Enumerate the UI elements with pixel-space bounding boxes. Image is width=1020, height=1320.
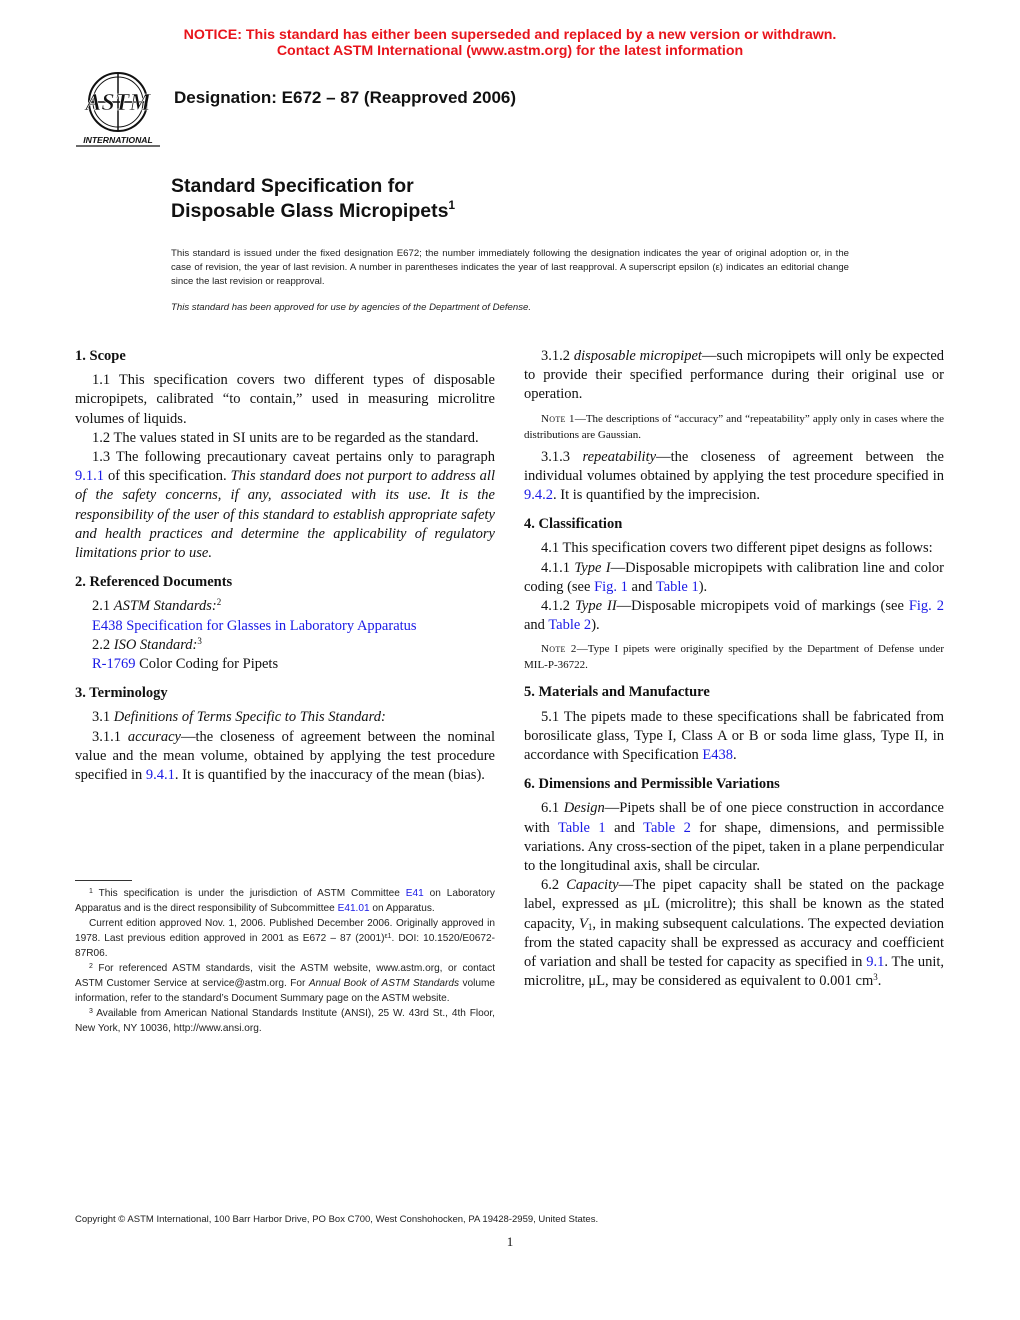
section-heading-refdocs: 2. Referenced Documents xyxy=(75,574,233,591)
para-6-1: 6.1 Design—Pipets shall be of one piece construction in accordance with Table 1 and Table 2 for shape, dimensions, and permissible variations. Any cross-section of the pipet, taken in a plane perpendicular to the longitudinal axis, shall be circular. xyxy=(524,800,945,875)
copyright-line: Copyright © ASTM International, 100 Barr Harbor Drive, PO Box C700, West Conshohocken, PA 19428-2959, United States. xyxy=(75,1214,599,1225)
para-3-1-1: 3.1.1 accuracy—the closeness of agreement between the nominal value and the mean volume, obtained by applying the test procedure specified in 9.4.1. It is quantified by the inaccuracy of the mean (bias). xyxy=(75,728,495,784)
designation: Designation: E672 – 87 (Reapproved 2006) xyxy=(174,88,517,107)
intro-dod: This standard has been approved for use by agencies of the Department of Defense. xyxy=(171,302,531,313)
link-table-1[interactable]: Table 1 xyxy=(655,578,699,595)
footnote-1: $^1$ This specification is under the jurisdiction of ASTM Committee E41 on Laboratory Apparatus and is the direct responsibility of Subcommittee E41.01 on Apparatus. xyxy=(75,888,495,914)
link-table-2-dim[interactable]: Table 2 xyxy=(643,819,691,836)
intro-issued: This standard is issued under the fixed designation E672; the number immediately following the designation indicates the year of original adoption or, in the case of revision, the year of last revision. A number in parentheses indicates the year of last reapproval. A superscript epsilon (ε) indicates an editorial change since the last revision or reapproval. xyxy=(171,248,849,288)
para-2-1: 2.1 ASTM Standards:$^2$ xyxy=(92,597,222,615)
para-4-1: 4.1 This specification covers two different pipet designs as follows: xyxy=(541,540,933,557)
link-e438-spec[interactable]: E438 xyxy=(702,747,733,764)
para-1-1: 1.1 This specification covers two different types of disposable micropipets, calibrated “to contain,” used in measuring microlitre volumes of liquids. xyxy=(75,372,495,427)
para-3-1-3: 3.1.3 repeatability—the closeness of agreement between the individual volumes obtained by applying the test procedure specified in 9.4.2. It is quantified by the imprecision. xyxy=(524,448,944,504)
astm-logo xyxy=(74,72,162,150)
link-table-2[interactable]: Table 2 xyxy=(548,617,592,634)
astm-logo-icon xyxy=(74,72,162,150)
logo-label: INTERNATIONAL xyxy=(83,135,153,145)
link-fig-2[interactable]: Fig. 2 xyxy=(908,598,944,615)
right-column xyxy=(524,347,944,991)
left-column xyxy=(75,347,495,785)
para-3-1-2: 3.1.2 disposable micropipet—such micropipets will only be expected to provide their specified performance during their original use or operation. xyxy=(524,348,945,403)
title-line-1: Standard Specification for xyxy=(171,175,414,197)
footnote-1-edition: Current edition approved Nov. 1, 2006. Published December 2006. Originally approved in 1978. Last previous edition approved in 2001 as E672 – 87 $(2001)^{\varepsilon 1}$. DOI: 10.1520/E0672-87R06. xyxy=(75,918,495,959)
link-fig-1[interactable]: Fig. 1 xyxy=(594,578,628,595)
document-title xyxy=(171,174,455,224)
para-4-1-2: 4.1.2 Type II—Disposable micropipets void of markings (see Fig. 2 and Table 2). xyxy=(524,598,944,634)
notice-banner xyxy=(0,27,1020,59)
section-heading-classification: 4. Classification xyxy=(524,516,623,533)
link-e41[interactable]: E41 xyxy=(405,888,424,899)
section-heading-terminology: 3. Terminology xyxy=(75,685,168,702)
title-footnote-ref[interactable]: 1 xyxy=(448,198,456,212)
note-1: Note 1—The descriptions of “accuracy” and “repeatability” apply only in cases where the distributions are Gaussian. xyxy=(524,412,945,441)
title-line-2: Disposable Glass Micropipets$^1$ xyxy=(171,198,456,222)
para-2-2: 2.2 ISO Standard:$^3$ xyxy=(92,635,202,653)
note-2: Note 2—Type I pipets were originally specified by the Department of Defense under MIL-P-36722. xyxy=(524,643,944,672)
logo-letters: ASTM xyxy=(85,90,151,116)
link-9-1[interactable]: 9.1 xyxy=(866,954,885,971)
section-heading-dimensions: 6. Dimensions and Permissible Variations xyxy=(524,776,780,793)
footnote-rule xyxy=(75,880,132,881)
para-4-1-1: 4.1.1 Type I—Disposable micropipets with calibration line and color coding (see Fig. 1 and Table 1). xyxy=(524,559,944,595)
para-1-3: 1.3 The following precautionary caveat pertains only to paragraph 9.1.1 of this specification. This standard does not purport to address all of the safety concerns, if any, associated with its use. It is the responsibility of the user of this standard to establish appropriate safety and health practices and determine the applicability of regulatory limitations prior to use. xyxy=(75,449,495,562)
footnote-2: $^2$ For referenced ASTM standards, visit the ASTM website, www.astm.org, or contact ASTM Customer Service at service@astm.org. For Annual Book of ASTM Standards volume information, refer to the standard’s Document Summary page on the ASTM website. xyxy=(75,963,495,1004)
link-e438-title[interactable]: Specification for Glasses in Laboratory Apparatus xyxy=(126,617,417,634)
notice-line-1: NOTICE: This standard has either been superseded and replaced by a new version or withdrawn. xyxy=(183,27,837,43)
para-3-1: 3.1 Definitions of Terms Specific to This Standard: xyxy=(92,709,386,726)
link-e438[interactable]: E438 xyxy=(92,617,123,634)
link-table-1-dim[interactable]: Table 1 xyxy=(557,819,606,836)
link-e41-01[interactable]: E41.01 xyxy=(337,903,370,914)
link-9-1-1[interactable]: 9.1.1 xyxy=(75,468,104,485)
para-5-1: 5.1 The pipets made to these specifications shall be fabricated from borosilicate glass, Type I, Class A or B or soda lime glass, Type II, in accordance with Specification E438. xyxy=(524,708,944,764)
ref-e438 xyxy=(75,617,495,636)
notice-line-2: Contact ASTM International (www.astm.org) for the latest information xyxy=(276,43,744,59)
link-r1769[interactable]: R-1769 xyxy=(92,656,136,673)
footnotes xyxy=(75,886,495,1036)
ref-r1769: R-1769 Color Coding for Pipets xyxy=(92,656,279,673)
section-heading-materials: 5. Materials and Manufacture xyxy=(524,684,710,701)
para-6-2: 6.2 Capacity—The pipet capacity shall be stated on the package label, expressed as μL (microlitre); this shall be known as the stated capacity, $V_1$, in making subsequent calculations. The expected deviation from the stated capacity shall be expressed as accuracy and coefficient of variation and shall be tested for capacity as specified in 9.1. The unit, microlitre, μL, may be considered as equivalent to 0.001 $cm^3$. xyxy=(524,877,945,990)
para-1-2: 1.2 The values stated in SI units are to be regarded as the standard. xyxy=(92,429,479,446)
link-9-4-2[interactable]: 9.4.2 xyxy=(524,487,553,504)
section-heading-scope: 1. Scope xyxy=(75,348,126,364)
footnote-3: $^3$ Available from American National Standards Institute (ANSI), 25 W. 43rd St., 4th Floor, New York, NY 10036, http://www.ansi.org. xyxy=(75,1008,495,1034)
page-number: 1 xyxy=(506,1234,514,1249)
link-9-4-1[interactable]: 9.4.1 xyxy=(145,767,175,784)
